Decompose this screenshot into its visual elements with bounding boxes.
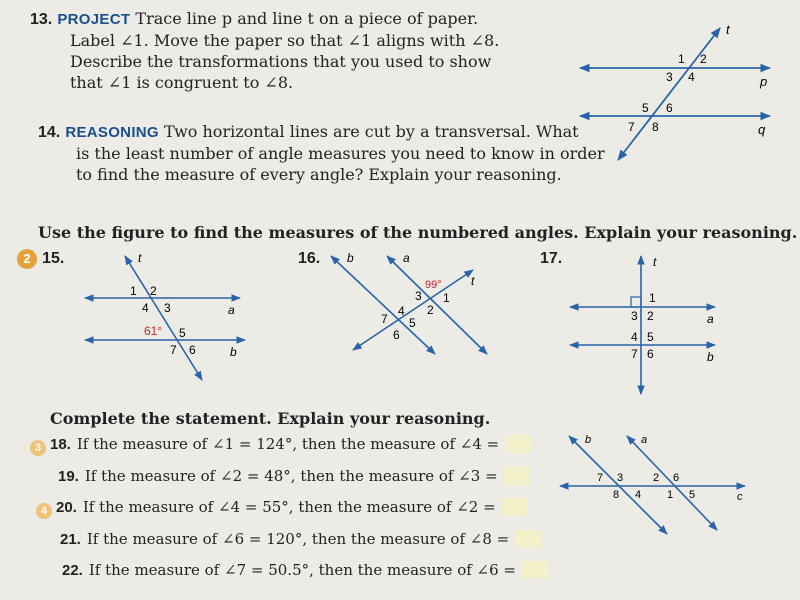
statement-22-text: If the measure of ∠7 = 50.5°, then the measure of ∠6 = [88, 561, 517, 579]
problem-16-number: 16. [298, 250, 321, 267]
angle-1-label: 1 [130, 284, 137, 298]
statement-20 [36, 498, 528, 519]
statement-22-number: 22. [62, 562, 83, 579]
angle-2-label: 2 [647, 309, 654, 323]
problem-14-line-1: Two horizontal lines are cut by a transversal. What [163, 122, 579, 141]
figure-15-diagram [80, 250, 260, 385]
label-a: a [641, 434, 648, 446]
angle-1-label: 1 [443, 291, 450, 305]
problem-13-keyword: PROJECT [57, 11, 131, 28]
angle-3-label: 3 [164, 301, 171, 315]
angle-6-label: 6 [666, 101, 673, 115]
label-b: b [707, 350, 714, 364]
angle-4-label: 4 [142, 301, 149, 315]
angle-5-label: 5 [409, 316, 416, 330]
difficulty-badge: 3 [30, 440, 46, 456]
right-angle-marker [631, 297, 641, 307]
label-c: c [737, 491, 743, 503]
line-b [569, 436, 667, 534]
difficulty-badge: 2 [17, 249, 37, 269]
angle-1-label: 1 [649, 291, 656, 305]
statement-20-text: If the measure of ∠4 = 55°, then the measure of ∠2 = [82, 498, 496, 516]
statement-18-text: If the measure of ∠1 = 124°, then the measure of ∠4 = [76, 435, 500, 453]
angle-7-label: 7 [628, 120, 635, 134]
angle-5-label: 5 [179, 326, 186, 340]
angle-6-label: 6 [189, 343, 196, 357]
angle-8-label: 8 [613, 489, 620, 501]
angle-2-label: 2 [427, 303, 434, 317]
angle-1-label: 1 [678, 52, 685, 66]
problem-14-keyword: REASONING [65, 124, 159, 141]
problem-15-header [17, 248, 64, 269]
angle-6-label: 6 [673, 472, 680, 484]
angle-4-label: 4 [635, 489, 642, 501]
section-1-heading: Use the figure to find the measures of the numbered angles. Explain your reasoning. [38, 223, 798, 242]
statement-18 [30, 435, 531, 456]
problem-17-number: 17. [540, 250, 563, 267]
figure-top-diagram [570, 20, 790, 170]
label-q: q [758, 122, 766, 137]
label-b: b [230, 345, 237, 359]
statement-19 [58, 467, 530, 486]
label-t: t [726, 22, 730, 37]
label-a: a [403, 251, 410, 265]
angle-5-label: 5 [689, 489, 696, 501]
angle-5-label: 5 [647, 330, 654, 344]
angle-7-label: 7 [597, 472, 604, 484]
answer-blank[interactable] [522, 561, 548, 579]
angle-7-label: 7 [381, 312, 388, 326]
angle-3-label: 3 [631, 309, 638, 323]
answer-blank[interactable] [515, 530, 541, 548]
angle-3-label: 3 [617, 472, 624, 484]
angle-2-label: 2 [653, 472, 660, 484]
given-angle-label: 99° [425, 279, 442, 291]
answer-blank[interactable] [504, 467, 530, 485]
label-b: b [347, 251, 354, 265]
statement-21-number: 21. [60, 531, 81, 548]
answer-blank[interactable] [502, 498, 528, 516]
angle-2-label: 2 [150, 284, 157, 298]
answer-blank[interactable] [505, 435, 531, 453]
given-angle-label: 61° [144, 324, 163, 338]
label-b: b [585, 434, 592, 446]
label-p: p [760, 74, 768, 89]
angle-4-label: 4 [398, 304, 405, 318]
problem-13 [30, 8, 499, 93]
statement-19-number: 19. [58, 468, 79, 485]
line-t [125, 256, 202, 380]
figure-16-diagram [325, 250, 505, 360]
angle-4-label: 4 [688, 70, 695, 84]
problem-13-line-2: Label ∠1. Move the paper so that ∠1 aligns with ∠8. [70, 31, 500, 50]
label-a: a [228, 303, 235, 317]
angle-4-label: 4 [631, 330, 638, 344]
line-a [627, 436, 717, 530]
statement-20-number: 20. [56, 499, 77, 516]
angle-7-label: 7 [631, 347, 638, 361]
problem-14-line-2: is the least number of angle measures you need to know in order [76, 144, 605, 163]
section-2-heading: Complete the statement. Explain your reasoning. [50, 409, 491, 428]
angle-6-label: 6 [393, 328, 400, 342]
angle-3-label: 3 [666, 70, 673, 84]
figure-bottom-diagram [555, 430, 755, 540]
angle-5-label: 5 [642, 101, 649, 115]
problem-13-number: 13. [30, 11, 53, 28]
statement-22 [62, 561, 548, 580]
angle-1-label: 1 [667, 489, 674, 501]
statement-21-text: If the measure of ∠6 = 120°, then the measure of ∠8 = [86, 530, 510, 548]
label-t: t [138, 251, 142, 265]
problem-14 [38, 121, 605, 185]
label-t: t [471, 274, 475, 288]
statement-21 [60, 530, 541, 549]
label-t: t [653, 255, 657, 269]
problem-13-line-1: Trace line p and line t on a piece of paper. [135, 9, 479, 28]
problem-14-number: 14. [38, 124, 61, 141]
angle-6-label: 6 [647, 347, 654, 361]
problem-13-line-3: Describe the transformations that you used to show [70, 52, 492, 71]
line-t [618, 28, 720, 160]
difficulty-badge: 4 [36, 503, 52, 519]
statement-18-number: 18. [50, 436, 71, 453]
statement-19-text: If the measure of ∠2 = 48°, then the measure of ∠3 = [84, 467, 498, 485]
angle-2-label: 2 [700, 52, 707, 66]
figure-17-diagram [565, 250, 730, 400]
angle-7-label: 7 [170, 343, 177, 357]
label-a: a [707, 312, 714, 326]
problem-13-line-4: that ∠1 is congruent to ∠8. [70, 73, 294, 92]
problem-15-number: 15. [42, 250, 65, 267]
angle-3-label: 3 [415, 289, 422, 303]
problem-14-line-3: to find the measure of every angle? Explain your reasoning. [76, 165, 562, 184]
angle-8-label: 8 [652, 120, 659, 134]
